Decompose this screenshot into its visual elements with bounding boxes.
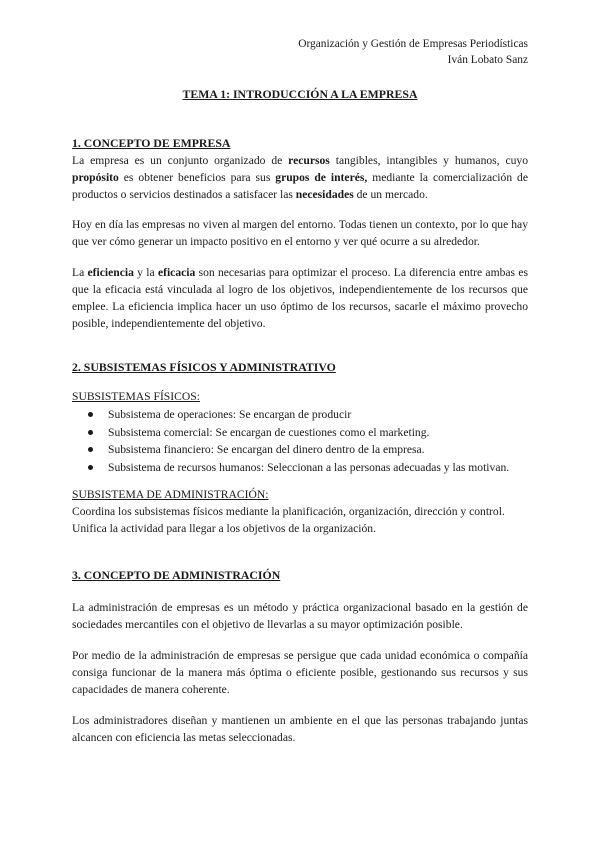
list-item-text: Subsistema de operaciones: Se encargan de producir (108, 408, 352, 421)
list-item (72, 441, 532, 459)
bold-term-eficacia: eficacia (157, 266, 196, 279)
section3-paragraph-3: Los administradores diseñan y mantienen un ambiente en el que las personas trabajando juntas alcancen con eficiencia las metas seleccionadas. (72, 714, 528, 744)
text-run: son necesarias para optimizar el proceso. La diferencia entre ambas es que la eficacia está vinculada al logro de los objetivos, independientemente de los recursos que emplee. La eficiencia implica hacer un uso óptimo de los recursos, sacarle el máximo provecho posible, independientemente del objetivo. (72, 266, 528, 330)
text-run: La empresa es un conjunto organizado de (72, 154, 289, 167)
document-title: TEMA 1: INTRODUCCIÓN A LA EMPRESA (182, 87, 418, 101)
bullet-icon (88, 465, 93, 470)
bullet-icon (88, 447, 93, 452)
bullet-icon (88, 430, 93, 435)
section2-heading: 2. SUBSISTEMAS FÍSICOS Y ADMINISTRATIVO (72, 360, 336, 374)
administration-subsystem-heading: SUBSISTEMA DE ADMINISTRACIÓN: (72, 488, 269, 501)
bold-term-recursos: recursos (288, 154, 330, 167)
list-item (72, 424, 532, 442)
bold-term-grupos-interes: grupos de interés, (275, 171, 368, 184)
section1-paragraph-1 (72, 152, 528, 203)
section1-paragraph-2: Hoy en día las empresas no viven al margen del entorno. Todas tienen un contexto, por lo que hay que ver cómo generar un impacto positivo en el entorno y ver qué ocurre a su alrededor. (72, 218, 528, 248)
physical-subsystems-heading: SUBSISTEMAS FÍSICOS: (72, 390, 200, 403)
text-run: y la (133, 266, 158, 279)
header-course: Organización y Gestión de Empresas Periodísticas (298, 38, 528, 50)
list-item (72, 459, 532, 477)
text-run: es obtener beneficios para sus (118, 171, 276, 184)
text-run: mediante la comercialización de productos o servicios destinados a satisfacer las (72, 171, 528, 201)
administration-subsystem-text: Coordina los subsistemas físicos mediante la planificación, organización, dirección y control. Unifica la actividad para llegar a los objetivos de la organización. (72, 505, 505, 535)
bold-term-proposito: propósito (72, 171, 119, 184)
bold-term-eficiencia: eficiencia (87, 266, 134, 279)
section1-paragraph-3 (72, 264, 528, 332)
list-item-text: Subsistema comercial: Se encargan de cuestiones como el marketing. (108, 425, 430, 439)
bold-term-necesidades: necesidades (295, 188, 354, 201)
list-item (72, 406, 532, 424)
physical-subsystems-list (72, 406, 532, 476)
text-run: tangibles, intangibles y humanos, cuyo (329, 154, 529, 167)
header-author: Iván Lobato Sanz (447, 53, 528, 66)
section1-heading: 1. CONCEPTO DE EMPRESA (72, 136, 231, 150)
text-run: La (72, 266, 88, 279)
page-header (298, 37, 528, 68)
section3-heading: 3. CONCEPTO DE ADMINISTRACIÓN (72, 568, 281, 582)
list-item-text: Subsistema de recursos humanos: Seleccionan a las personas adecuadas y las motivan. (108, 460, 510, 474)
section3-paragraph-1: La administración de empresas es un método y práctica organizacional basado en la gestión de sociedades mercantiles con el objetivo de llevarlas a su mayor optimización posible. (72, 601, 528, 631)
bullet-icon (88, 412, 93, 417)
section3-paragraph-2: Por medio de la administración de empresas se persigue que cada unidad económica o compañía consiga funcionar de la manera más óptima o eficiente posible, gestionando sus recursos y sus capacidades de manera coherente. (72, 649, 528, 696)
text-run: de un mercado. (353, 188, 428, 201)
list-item-text: Subsistema financiero: Se encargan del dinero dentro de la empresa. (108, 443, 425, 456)
